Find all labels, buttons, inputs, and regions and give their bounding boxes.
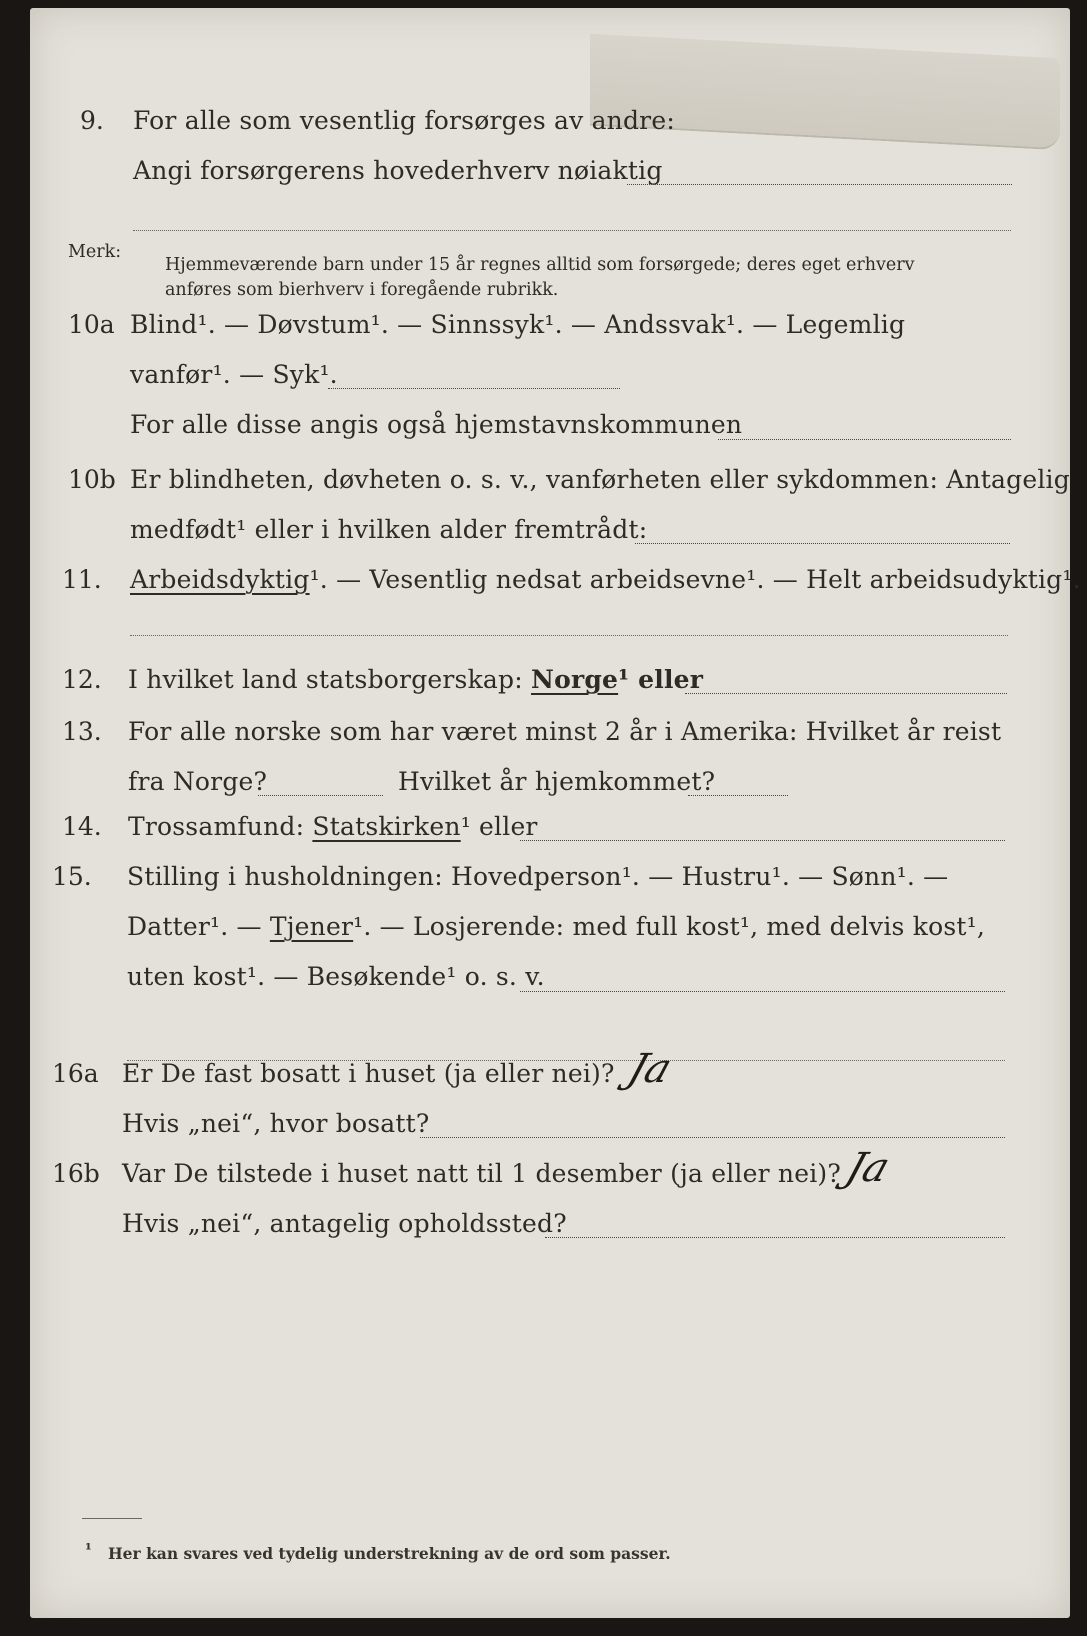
merk-line1: Hjemmeværende barn under 15 år regnes alltid som forsørgede; deres eget erhverv <box>165 255 915 275</box>
q14-text <box>128 812 538 841</box>
q9-line1: For alle som vesentlig forsørges av andre: <box>133 106 675 135</box>
q16a-answer-line <box>420 1137 1005 1138</box>
footnote-marker: ¹ <box>85 1540 92 1559</box>
census-form-page <box>30 8 1081 1618</box>
merk-line2: anføres som bierhverv i foregående rubrikk. <box>165 280 559 300</box>
q10b-answer-line <box>635 543 1010 544</box>
q15-line2-end: ¹. — Losjerende: med full kost¹, med delvis kost¹, <box>353 912 985 941</box>
q11-extra-line <box>130 635 1008 636</box>
q16b-answer-line <box>545 1237 1005 1238</box>
q15-number: 15. <box>52 862 92 891</box>
q16b-line2: Hvis „nei“, antagelig opholdssted? <box>122 1209 567 1238</box>
q11-text <box>130 565 1081 594</box>
q11-number: 11. <box>62 565 102 594</box>
q15-line2 <box>127 912 985 941</box>
q12-rest: ¹ eller <box>618 665 704 694</box>
q10a-line2: vanfør¹. — Syk¹. <box>130 360 338 389</box>
q10a-answer-line <box>328 388 620 389</box>
q9-line2: Angi forsørgerens hovederhverv nøiaktig <box>133 156 663 185</box>
merk-label: Merk: <box>68 242 122 262</box>
q12-underlined: Norge <box>531 665 619 694</box>
q16a-number: 16a <box>52 1059 99 1088</box>
q14-label: Trossamfund: <box>128 812 305 841</box>
q11-underlined: Arbeidsdyktig <box>130 565 310 594</box>
q10b-line1: Er blindheten, døvheten o. s. v., vanførheten eller sykdommen: Antagelig <box>130 465 1070 494</box>
q10a-home-line <box>718 439 1011 440</box>
q10a-line1: Blind¹. — Døvstum¹. — Sinnssyk¹. — Andssvak¹. — Legemlig <box>130 310 906 339</box>
q16b-handwritten-answer: Ja <box>840 1145 896 1191</box>
q15-underlined: Tjener <box>269 912 354 941</box>
q9-answer-line <box>627 184 1012 185</box>
q16b-number: 16b <box>52 1159 100 1188</box>
q14-rest: ¹ eller <box>460 812 538 841</box>
footnote-rule <box>82 1518 142 1519</box>
q10b-line2: medfødt¹ eller i hvilken alder fremtrådt: <box>130 515 648 544</box>
q13-year-returned-line <box>688 795 788 796</box>
q11-rest: ¹. — Vesentlig nedsat arbeidsevne¹. — Helt arbeidsudyktig¹. <box>309 565 1081 594</box>
q14-number: 14. <box>62 812 102 841</box>
footnote-text: Her kan svares ved tydelig understrekning av de ord som passer. <box>108 1544 671 1563</box>
q16b-line1: Var De tilstede i huset natt til 1 desember (ja eller nei)? <box>122 1159 841 1188</box>
q13-line2b: Hvilket år hjemkommet? <box>398 767 716 796</box>
q15-line2-start: Datter¹. — <box>127 912 262 941</box>
q13-line2a: fra Norge? <box>128 767 268 796</box>
q10b-number: 10b <box>68 465 116 494</box>
q9-extra-line <box>133 230 1011 231</box>
q12-label: I hvilket land statsborgerskap: <box>128 665 523 694</box>
q10a-number: 10a <box>68 310 115 339</box>
q15-line1: Stilling i husholdningen: Hovedperson¹. — Hustru¹. — Sønn¹. — <box>127 862 949 891</box>
q13-line1: For alle norske som har været minst 2 år i Amerika: Hvilket år reist <box>128 717 1002 746</box>
q14-answer-line <box>520 840 1005 841</box>
q12-text <box>128 665 703 694</box>
q16a-line1: Er De fast bosatt i huset (ja eller nei)? <box>122 1059 615 1088</box>
q9-number: 9. <box>80 106 104 135</box>
q14-underlined: Statskirken <box>312 812 461 841</box>
q12-number: 12. <box>62 665 102 694</box>
q15-line3: uten kost¹. — Besøkende¹ o. s. v. <box>127 962 545 991</box>
q16a-handwritten-answer: Ja <box>622 1046 678 1092</box>
q10a-line3: For alle disse angis også hjemstavnskommunen <box>130 410 743 439</box>
q16a-line2: Hvis „nei“, hvor bosatt? <box>122 1109 430 1138</box>
q15-answer-line <box>520 991 1005 992</box>
q12-answer-line <box>685 693 1007 694</box>
q13-number: 13. <box>62 717 102 746</box>
q13-year-left-line <box>258 795 383 796</box>
